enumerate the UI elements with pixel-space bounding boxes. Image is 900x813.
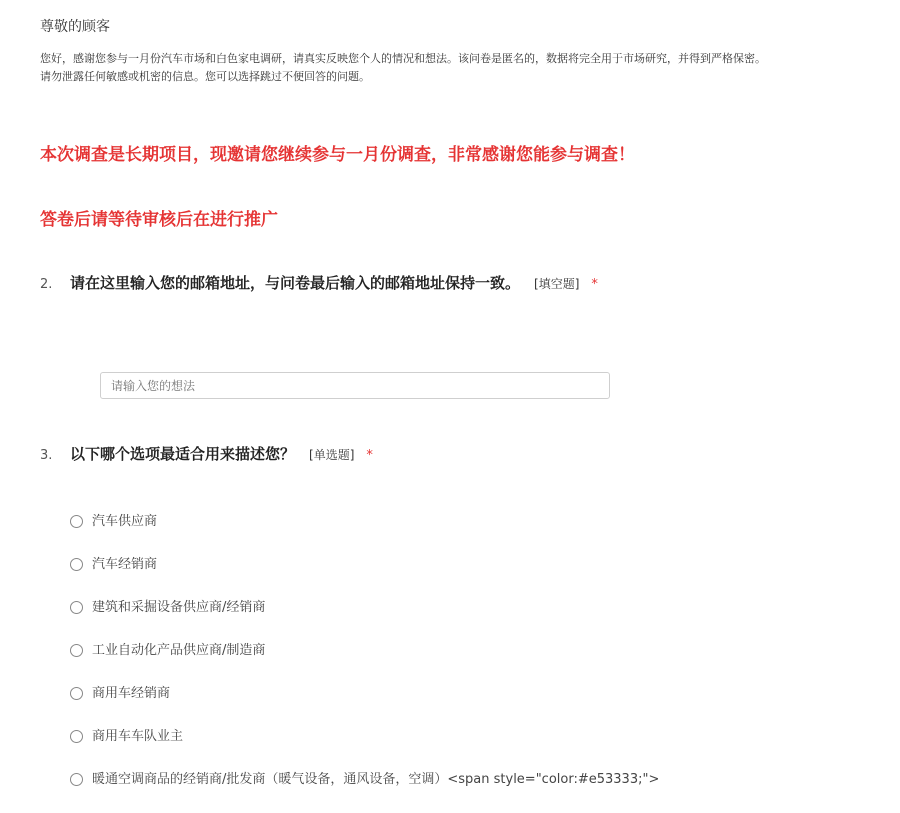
question-3-options — [70, 512, 659, 813]
notice-long-term-project: 本次调查是长期项目，现邀请您继续参与一月份调查，非常感谢您能参与调查！ — [40, 145, 635, 165]
question-title: 以下哪个选项最适合用来描述您？ — [70, 445, 296, 463]
option-label: 商用车经销商 — [92, 686, 171, 701]
question-2-header — [40, 272, 598, 293]
notice-review-wait: 答卷后请等待审核后在进行推广 — [40, 210, 278, 230]
option-label: 汽车供应商 — [92, 514, 158, 529]
required-mark: * — [366, 448, 373, 463]
option-construction-equipment[interactable] — [70, 598, 659, 641]
option-label: 建筑和采掘设备供应商/经销商 — [92, 600, 266, 615]
question-type-label: [填空题] — [534, 277, 580, 291]
radio-circle-icon[interactable] — [70, 730, 83, 743]
option-label: 商用车车队业主 — [92, 729, 184, 744]
option-label: 汽车经销商 — [92, 557, 158, 572]
option-commercial-vehicle-dealer[interactable] — [70, 684, 659, 727]
radio-circle-icon[interactable] — [70, 773, 83, 786]
question-3-header — [40, 443, 373, 464]
option-industrial-automation[interactable] — [70, 641, 659, 684]
option-auto-supplier[interactable] — [70, 512, 659, 555]
survey-intro — [40, 50, 870, 86]
radio-circle-icon[interactable] — [70, 515, 83, 528]
required-mark: * — [591, 277, 598, 292]
question-title: 请在这里输入您的邮箱地址，与问卷最后输入的邮箱地址保持一致。 — [70, 274, 521, 292]
question-type-label: [单选题] — [309, 448, 355, 462]
option-label: 暖通空调商品的经销商/批发商（暖气设备，通风设备，空调）<span style="color:#e53333;"> — [92, 772, 660, 787]
intro-line-2: 请勿泄露任何敏感或机密的信息。您可以选择跳过不便回答的问题。 — [40, 70, 370, 83]
radio-circle-icon[interactable] — [70, 558, 83, 571]
option-auto-dealer[interactable] — [70, 555, 659, 598]
radio-circle-icon[interactable] — [70, 687, 83, 700]
question-number: 3. — [40, 448, 53, 463]
intro-line-1: 您好，感谢您参与一月份汽车市场和白色家电调研，请真实反映您个人的情况和想法。该问卷是匿名的，数据将完全用于市场研究，并得到严格保密。 — [40, 52, 766, 65]
option-label: 工业自动化产品供应商/制造商 — [92, 643, 266, 658]
option-fleet-owner[interactable] — [70, 727, 659, 770]
email-answer-input[interactable] — [100, 372, 610, 399]
question-number: 2. — [40, 277, 53, 292]
radio-circle-icon[interactable] — [70, 601, 83, 614]
radio-circle-icon[interactable] — [70, 644, 83, 657]
greeting-title: 尊敬的顾客 — [40, 19, 110, 35]
option-hvac-distributor[interactable] — [70, 770, 659, 813]
